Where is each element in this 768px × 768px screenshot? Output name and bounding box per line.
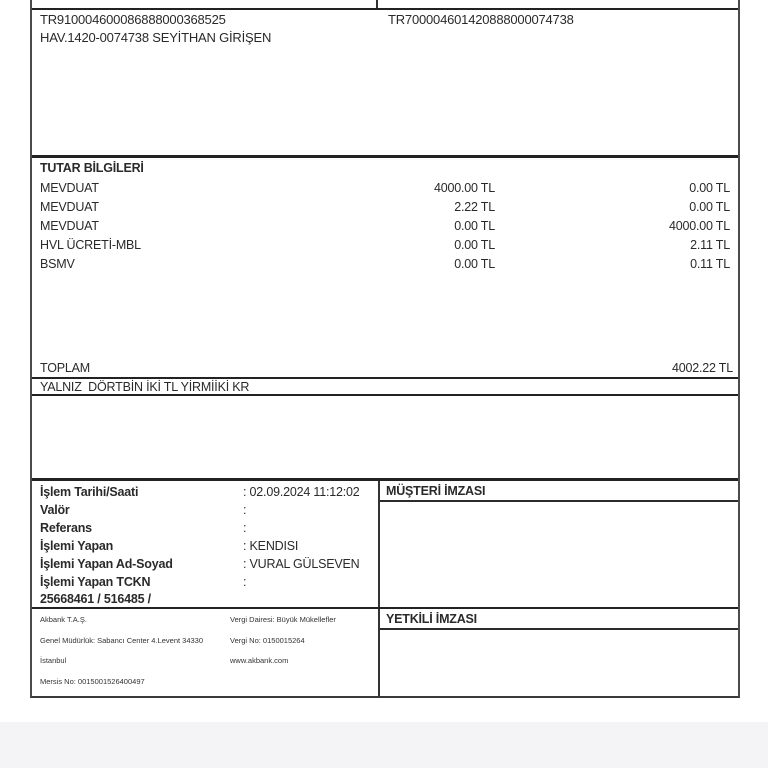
divider	[376, 0, 378, 8]
detail-label: Referans	[40, 521, 92, 535]
total-label: TOPLAM	[40, 361, 90, 375]
transfer-description: HAV.1420-0074738 SEYİTHAN GİRİŞEN	[40, 30, 272, 45]
amount-row-label: MEVDUAT	[40, 181, 99, 195]
footer-headquarters: Genel Müdürlük: Sabancı Center 4.Levent 34330	[40, 636, 204, 645]
divider	[32, 8, 738, 10]
amount-row-credit: 0.00 TL	[689, 181, 730, 195]
customer-signature-label: MÜŞTERİ İMZASI	[386, 484, 486, 498]
iban-left: TR910004600086888000368525	[40, 12, 226, 27]
detail-value: : KENDISI	[243, 539, 299, 553]
detail-value: :	[243, 503, 247, 517]
amount-row-credit: 4000.00 TL	[668, 219, 730, 233]
divider	[380, 500, 738, 502]
detail-value: : VURAL GÜLSEVEN	[243, 557, 360, 571]
detail-label: İşlemi Yapan TCKN	[40, 575, 151, 589]
amount-row-credit: 0.11 TL	[690, 257, 730, 271]
iban-right: TR700004601420888000074738	[388, 12, 574, 27]
reference-numbers: 25668461 / 516485 /	[40, 592, 151, 606]
amount-row-debit: 0.00 TL	[454, 219, 495, 233]
amount-row-credit: 2.11 TL	[690, 238, 730, 252]
detail-label: İşlem Tarihi/Saati	[40, 485, 139, 499]
amounts-section-title: TUTAR BİLGİLERİ	[40, 161, 144, 175]
footer-company-name: Akbank T.A.Ş.	[40, 615, 87, 624]
detail-label: Valör	[40, 503, 70, 517]
amount-row-debit: 0.00 TL	[454, 257, 495, 271]
detail-value: :	[243, 575, 247, 589]
bottom-background-band	[0, 722, 768, 768]
receipt-document	[30, 0, 740, 698]
divider	[32, 478, 738, 481]
divider	[32, 394, 738, 396]
amount-in-words: YALNIZ DÖRTBİN İKİ TL YİRMİİKİ KR	[40, 380, 250, 394]
amount-row-label: HVL ÜCRETİ-MBL	[40, 238, 141, 252]
divider	[32, 607, 738, 609]
detail-value: :	[243, 521, 247, 535]
detail-label: İşlemi Yapan Ad-Soyad	[40, 557, 173, 571]
footer-city: İstanbul	[40, 656, 67, 665]
amount-row-label: MEVDUAT	[40, 200, 99, 214]
divider	[32, 377, 738, 379]
footer-tax-no: Vergi No: 0150015264	[230, 636, 305, 645]
amount-row-label: BSMV	[40, 257, 75, 271]
authorized-signature-label: YETKİLİ İMZASI	[386, 612, 477, 626]
divider	[380, 628, 738, 630]
amount-row-debit: 4000.00 TL	[433, 181, 495, 195]
total-value: 4002.22 TL	[671, 361, 733, 375]
detail-label: İşlemi Yapan	[40, 539, 114, 553]
amount-row-label: MEVDUAT	[40, 219, 99, 233]
amount-row-credit: 0.00 TL	[689, 200, 730, 214]
footer-tax-office: Vergi Dairesi: Büyük Mükellefler	[230, 615, 336, 624]
amount-row-debit: 2.22 TL	[454, 200, 495, 214]
footer-mersis-no: Mersis No: 0015001526400497	[40, 677, 145, 686]
amount-row-debit: 0.00 TL	[454, 238, 495, 252]
divider	[32, 155, 738, 158]
divider	[378, 481, 380, 697]
footer-website: www.akbank.com	[230, 656, 289, 665]
detail-value: : 02.09.2024 11:12:02	[243, 485, 360, 499]
